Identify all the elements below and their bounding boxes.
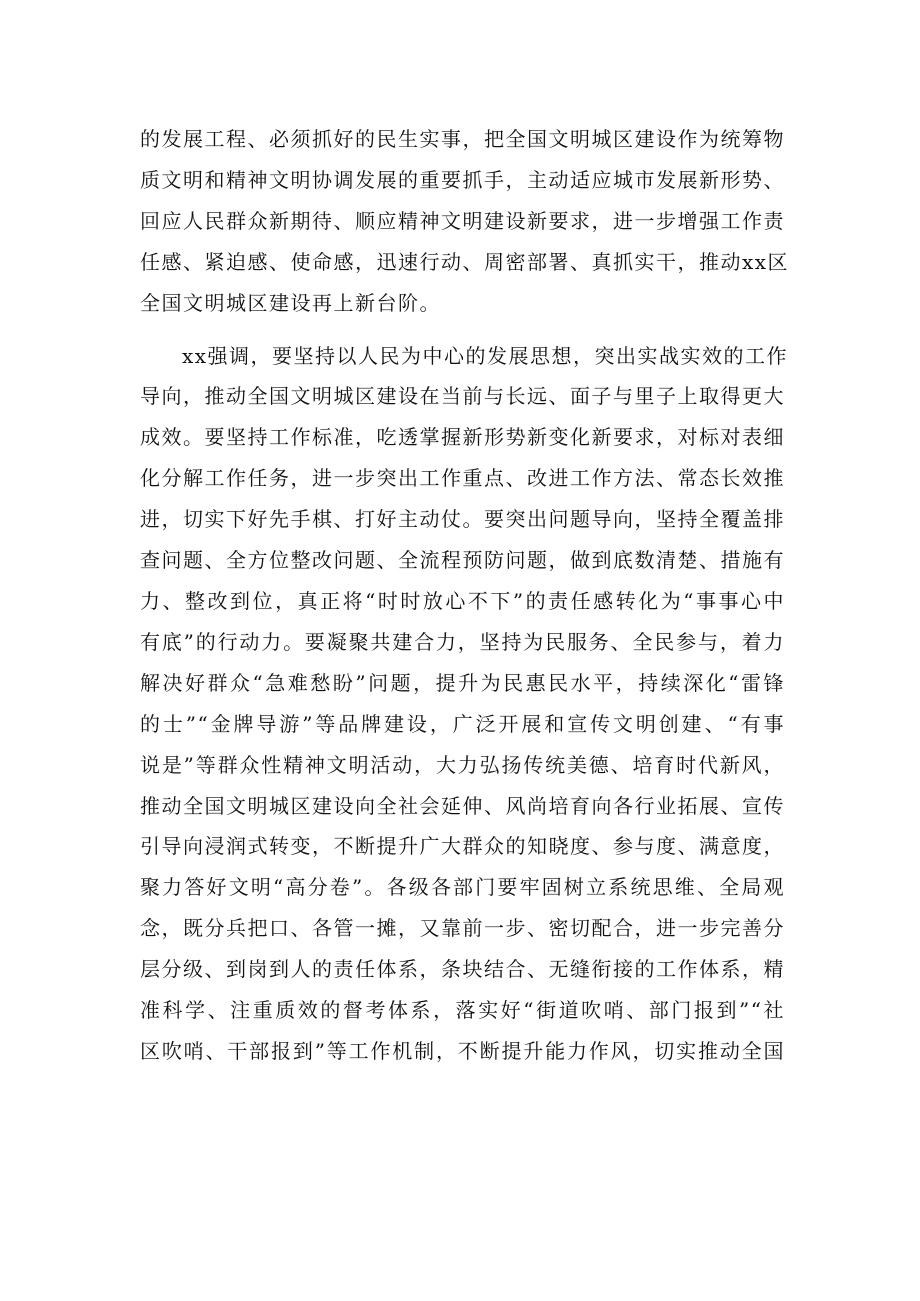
text-line: 的士”“金牌导游”等品牌建设，广泛开展和宣传文明创建、“有事 — [140, 711, 785, 736]
text-line: 成效。要坚持工作标准，吃透掌握新形势新变化新要求，对标对表细 — [140, 425, 785, 450]
text-line: 准科学、注重质效的督考体系，落实好“街道吹哨、部门报到”“社 — [140, 998, 785, 1023]
text-line: 说是”等群众性精神文明活动，大力弘扬传统美德、培育时代新风， — [140, 752, 785, 777]
text-line: 区吹哨、干部报到”等工作机制，不断提升能力作风，切实推动全国 — [140, 1038, 785, 1063]
text-line: 任感、紧迫感、使命感，迅速行动、周密部署、真抓实干，推动xx区 — [140, 249, 790, 274]
text-line: 的发展工程、必须抓好的民生实事，把全国文明城区建设作为统筹物 — [140, 127, 785, 151]
text-line: 质文明和精神文明协调发展的重要抓手，主动适应城市发展新形势、 — [140, 167, 785, 192]
text-line: xx强调，要坚持以人民为中心的发展思想，突出实战实效的工作 — [182, 343, 789, 368]
text-line: 全国文明城区建设再上新台阶。 — [140, 290, 441, 315]
paragraph-main — [140, 336, 789, 1072]
text-line: 念，既分兵把口、各管一摊，又靠前一步、密切配合，进一步完善分 — [140, 916, 785, 941]
text-line: 有底”的行动力。要凝聚共建合力，坚持为民服务、全民参与，着力 — [140, 629, 785, 654]
paragraph-continuation — [140, 119, 790, 324]
text-line: 进，切实下好先手棋、打好主动仗。要突出问题导向，坚持全覆盖排 — [140, 507, 785, 532]
text-line: 力、整改到位，真正将“时时放心不下”的责任感转化为“事事心中 — [140, 588, 785, 613]
text-line: 化分解工作任务，进一步突出工作重点、改进工作方法、常态长效推 — [140, 466, 785, 491]
text-line: 导向，推动全国文明城区建设在当前与长远、面子与里子上取得更大 — [140, 384, 785, 409]
text-line: 回应人民群众新期待、顺应精神文明建设新要求，进一步增强工作责 — [140, 208, 785, 233]
text-line: 查问题、全方位整改问题、全流程预防问题，做到底数清楚、措施有 — [140, 548, 785, 573]
text-line: 推动全国文明城区建设向全社会延伸、风尚培育向各行业拓展、宣传 — [140, 793, 785, 818]
text-line: 引导向浸润式转变，不断提升广大群众的知晓度、参与度、满意度， — [140, 834, 785, 859]
text-line: 层分级、到岗到人的责任体系，条块结合、无缝衔接的工作体系，精 — [140, 957, 785, 982]
document-body — [140, 119, 790, 1072]
text-line: 聚力答好文明“高分卷”。各级各部门要牢固树立系统思维、全局观 — [140, 875, 785, 900]
text-line: 解决好群众“急难愁盼”问题，提升为民惠民水平，持续深化“雷锋 — [140, 670, 785, 695]
